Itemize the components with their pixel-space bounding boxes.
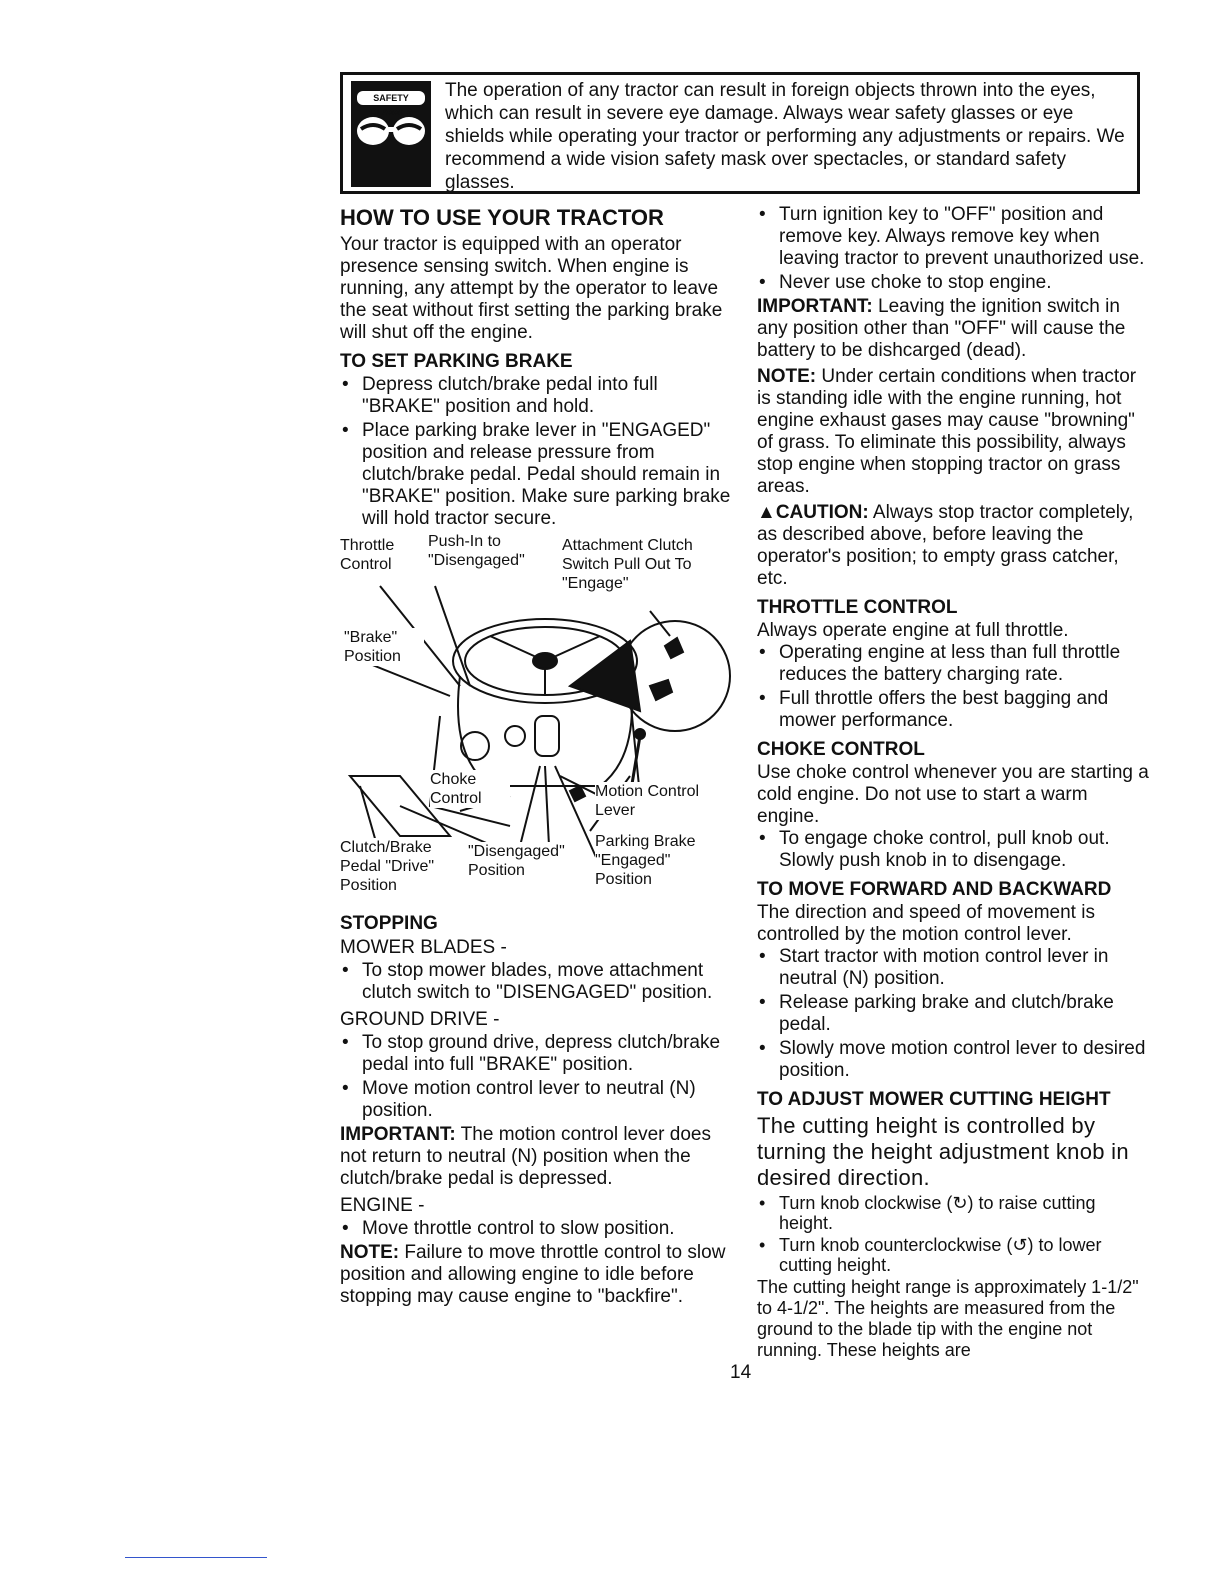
list-item: • Turn knob counterclockwise (↺) to lower cutting height.: [757, 1235, 1152, 1275]
mower-blades-label: MOWER BLADES -: [340, 937, 507, 958]
footer-divider: [125, 1557, 267, 1558]
tractor-controls-diagram: [340, 533, 735, 906]
cutting-height-range: The cutting height range is approximately 1-1/2" to 4-1/2". The heights are measured from the ground to the blade tip with the engine not running. These heights are: [757, 1277, 1139, 1360]
note-text: Under certain conditions when tractor is standing idle with the engine running, hot engine exhaust gases may cause "browning" of grass. To eliminate this possibility, always stop engine when stopping tractor on grass areas.: [757, 366, 1137, 497]
throttle-list: [757, 642, 1152, 732]
list-item: • To engage choke control, pull knob out. Slowly push knob in to disengage.: [757, 828, 1152, 872]
label-attachment-clutch: Attachment Clutch Switch Pull Out To "Engage": [562, 537, 693, 592]
choke-list: [757, 828, 1152, 872]
important-label: IMPORTANT:: [757, 296, 873, 317]
list-item: • Move motion control lever to neutral (N) position.: [340, 1078, 735, 1122]
choke-text: Use choke control whenever you are starting a cold engine. Do not use to start a warm engine.: [757, 762, 1149, 827]
label-push-in-disengaged: Push-In to "Disengaged": [428, 533, 525, 569]
list-item: • Move throttle control to slow position.: [340, 1218, 735, 1240]
page-number: 14: [730, 1362, 752, 1383]
list-item: • Turn ignition key to "OFF" position and remove key. Always remove key when leaving tractor to prevent unauthorized use.: [757, 204, 1152, 270]
cutting-height-text: The cutting height is controlled by turning the height adjustment knob in desired direction.: [757, 1113, 1129, 1190]
ground-drive-list: [340, 1032, 735, 1122]
engine-list: [340, 1218, 735, 1240]
list-item: • Depress clutch/brake pedal into full "BRAKE" position and hold.: [340, 374, 735, 418]
ignition-list: [757, 204, 1152, 294]
left-column: [340, 204, 735, 1308]
label-choke-control: Choke Control: [430, 770, 510, 808]
safety-glasses-icon-label: SAFETY GLASSES: [357, 91, 425, 105]
list-item: • Operating engine at less than full throttle reduces the battery charging rate.: [757, 642, 1152, 686]
safety-warning-text: The operation of any tractor can result in foreign objects thrown into the eyes, which can result in severe eye damage. Always wear safety glasses or eye shields while operating your tractor or performing any adjustments or repairs. We recommend a wide vision safety mask over spectacles, or standard safety glasses.: [445, 80, 1125, 193]
label-motion-control-lever: Motion Control Lever: [595, 782, 725, 820]
list-item: • To stop mower blades, move attachment clutch switch to "DISENGAGED" position.: [340, 960, 735, 1004]
important-ignition-note: [757, 296, 1152, 362]
list-item: • Release parking brake and clutch/brake pedal.: [757, 992, 1152, 1036]
forward-list: [757, 946, 1152, 1082]
forward-backward-heading: TO MOVE FORWARD AND BACKWARD: [757, 879, 1112, 900]
note-text: Failure to move throttle control to slow position and allowing engine to idle before stopping may cause engine to "backfire".: [340, 1242, 726, 1307]
engine-label: ENGINE -: [340, 1195, 425, 1216]
section-heading-how-to-use: HOW TO USE YOUR TRACTOR: [340, 205, 664, 230]
label-clutch-brake-pedal: Clutch/Brake Pedal "Drive" Position: [340, 838, 460, 895]
list-item: • To stop ground drive, depress clutch/brake pedal into full "BRAKE" position.: [340, 1032, 735, 1076]
mower-blades-list: [340, 960, 735, 1004]
important-label: IMPORTANT:: [340, 1124, 456, 1145]
stopping-heading: STOPPING: [340, 913, 438, 934]
note-label: NOTE:: [340, 1242, 400, 1263]
throttle-control-heading: THROTTLE CONTROL: [757, 597, 958, 618]
choke-control-heading: CHOKE CONTROL: [757, 739, 925, 760]
list-item: • Slowly move motion control lever to desired position.: [757, 1038, 1152, 1082]
right-column: [757, 204, 1152, 1361]
important-text: Leaving the ignition switch in any position other than "OFF" will cause the battery to be dishcarged (dead).: [757, 296, 1126, 361]
parking-brake-heading: TO SET PARKING BRAKE: [340, 351, 573, 372]
browning-note: [757, 366, 1152, 498]
safety-glasses-icon: [351, 81, 431, 187]
caution-icon: ▲: [757, 502, 776, 523]
caution-note: [757, 502, 1152, 590]
label-brake-position: "Brake" Position: [344, 628, 424, 666]
list-item: • Never use choke to stop engine.: [757, 272, 1152, 294]
list-item: • Turn knob clockwise (↻) to raise cutting height.: [757, 1193, 1152, 1233]
caution-label: CAUTION:: [775, 502, 869, 523]
list-item: • Start tractor with motion control lever in neutral (N) position.: [757, 946, 1152, 990]
ground-drive-label: GROUND DRIVE -: [340, 1009, 500, 1030]
backfire-note: [340, 1242, 735, 1308]
cutting-height-heading: TO ADJUST MOWER CUTTING HEIGHT: [757, 1089, 1111, 1110]
parking-brake-list: [340, 374, 735, 530]
cutting-height-list: [757, 1193, 1152, 1275]
label-parking-brake-engaged: Parking Brake "Engaged" Position: [595, 832, 725, 889]
important-text: The motion control lever does not return to neutral (N) position when the clutch/brake pedal is depressed.: [340, 1124, 711, 1189]
caution-text: Always stop tractor completely, as described above, before leaving the operator's position; to empty grass catcher, etc.: [757, 502, 1134, 589]
safety-warning-box: [340, 72, 1140, 194]
label-throttle-control: Throttle Control: [340, 537, 395, 573]
label-disengaged-position: "Disengaged" Position: [468, 842, 588, 880]
forward-text: The direction and speed of movement is controlled by the motion control lever.: [757, 902, 1095, 945]
throttle-text: Always operate engine at full throttle.: [757, 620, 1069, 641]
important-motion-note: [340, 1124, 735, 1190]
list-item: • Full throttle offers the best bagging and mower performance.: [757, 688, 1152, 732]
note-label: NOTE:: [757, 366, 817, 387]
intro-paragraph: Your tractor is equipped with an operator presence sensing switch. When engine is running, any attempt by the operator to leave the seat without first setting the parking brake will shut off the engine.: [340, 234, 723, 343]
list-item: • Place parking brake lever in "ENGAGED" position and release pressure from clutch/brake pedal. Pedal should remain in "BRAKE" position. Make sure parking brake will hold tractor secure.: [340, 420, 735, 530]
